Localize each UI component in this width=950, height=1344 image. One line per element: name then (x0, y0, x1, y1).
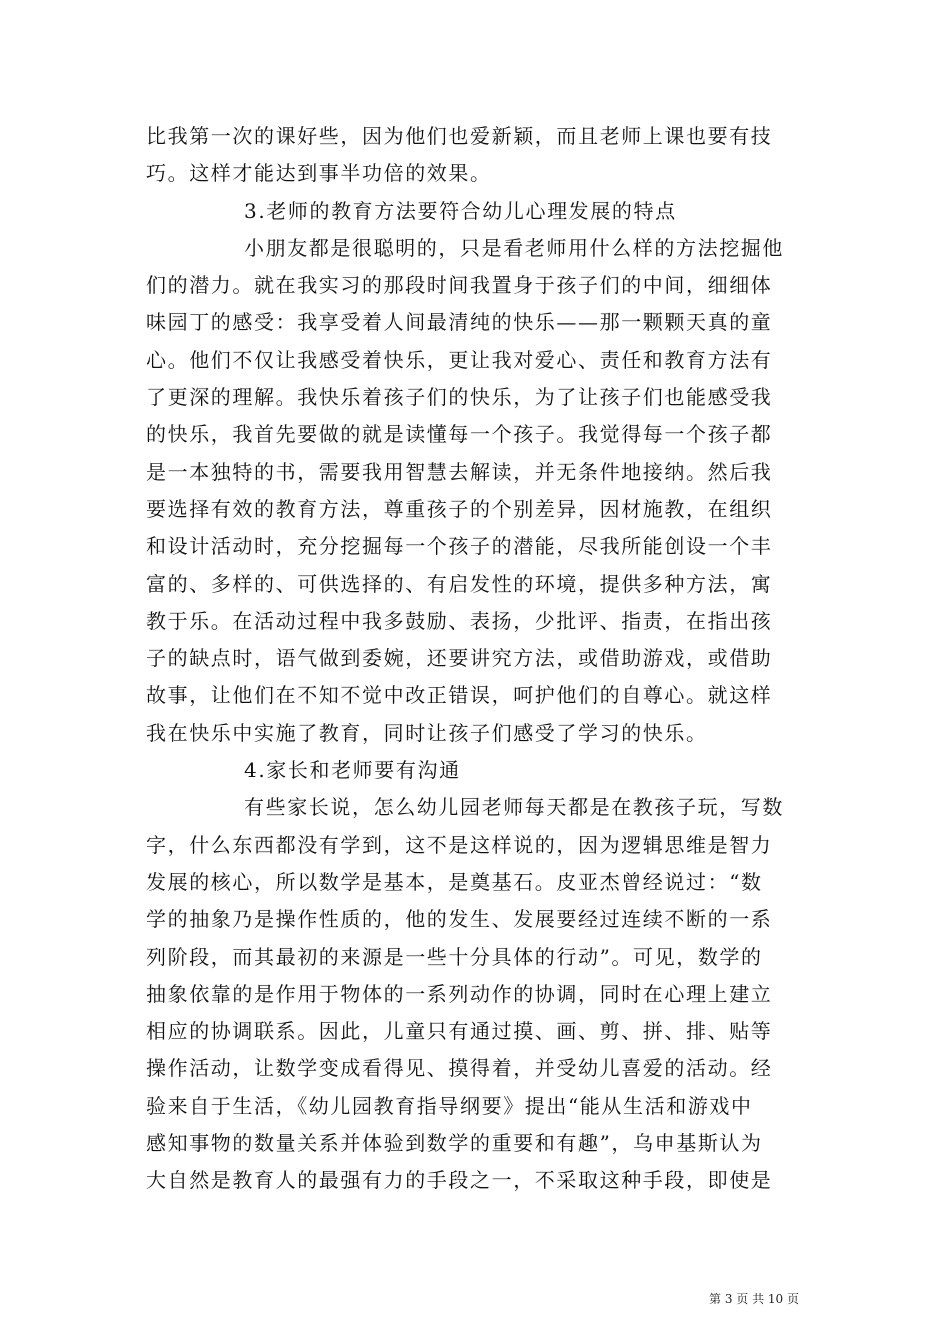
text-line: 富的、多样的、可供选择的、有启发性的环境，提供多种方法，寓 (146, 571, 773, 596)
text-line: 是一本独特的书，需要我用智慧去解读，并无条件地接纳。然后我 (146, 459, 773, 484)
text-line: 比我第一次的课好些，因为他们也爱新颖，而且老师上课也要有技 (146, 124, 773, 148)
text-line: 列阶段，而其最初的来源是一些十分具体的行动”。可见，数学的 (146, 944, 763, 969)
text-line: 了更深的理解。我快乐着孩子们的快乐，为了让孩子们也能感受我 (146, 385, 773, 410)
document-body (146, 118, 808, 1200)
section-heading: 3.老师的教育方法要符合幼儿心理发展的特点 (244, 198, 677, 223)
text-line: 感知事物的数量关系并体验到数学的重要和有趣”，乌申基斯认为 (146, 1131, 763, 1156)
text-line: 和设计活动时，充分挖掘每一个孩子的潜能，尽我所能创设一个丰 (146, 534, 773, 559)
text-line: 大自然是教育人的最强有力的手段之一，不采取这种手段，即使是 (146, 1168, 773, 1193)
text-line: 验来自于生活，《幼儿园教育指导纲要》提出“能从生活和游戏中 (146, 1093, 753, 1118)
text-line: 子的缺点时，语气做到委婉，还要讲究方法，或借助游戏，或借助 (146, 646, 773, 671)
text-line: 们的潜力。就在我实习的那段时间我置身于孩子们的中间，细细体 (146, 273, 773, 298)
section-heading: 4.家长和老师要有沟通 (244, 758, 461, 783)
text-line: 的快乐，我首先要做的就是读懂每一个孩子。我觉得每一个孩子都 (146, 422, 773, 447)
text-line: 要选择有效的教育方法，尊重孩子的个别差异，因材施教，在组织 (146, 496, 773, 521)
text-line: 我在快乐中实施了教育，同时让孩子们感受了学习的快乐。 (146, 720, 708, 745)
text-line: 有些家长说，怎么幼儿园老师每天都是在教孩子玩，写数 (244, 795, 784, 820)
text-line: 教于乐。在活动过程中我多鼓励、表扬，少批评、指责，在指出孩 (146, 608, 773, 633)
text-line: 抽象依靠的是作用于物体的一系列动作的协调，同时在心理上建立 (146, 981, 773, 1006)
text-line: 味园丁的感受：我享受着人间最清纯的快乐——那一颗颗天真的童 (146, 310, 773, 335)
text-line: 小朋友都是很聪明的，只是看老师用什么样的方法挖掘他 (244, 235, 784, 260)
text-line: 巧。这样才能达到事半功倍的效果。 (146, 161, 492, 186)
text-line: 操作活动，让数学变成看得见、摸得着，并受幼儿喜爱的活动。经 (146, 1056, 773, 1081)
text-line: 学的抽象乃是操作性质的，他的发生、发展要经过连续不断的一系 (146, 907, 773, 932)
text-line: 心。他们不仅让我感受着快乐，更让我对爱心、责任和教育方法有 (146, 347, 773, 372)
text-line: 发展的核心，所以数学是基本，是奠基石。皮亚杰曾经说过：“数 (146, 869, 763, 894)
text-line: 相应的协调联系。因此，儿童只有通过摸、画、剪、拼、排、贴等 (146, 1019, 773, 1044)
text-line: 故事，让他们在不知不觉中改正错误，呵护他们的自尊心。就这样 (146, 683, 773, 708)
text-line: 字，什么东西都没有学到，这不是这样说的，因为逻辑思维是智力 (146, 832, 773, 857)
page-number-footer: 第 3 页 共 10 页 (709, 1292, 799, 1306)
